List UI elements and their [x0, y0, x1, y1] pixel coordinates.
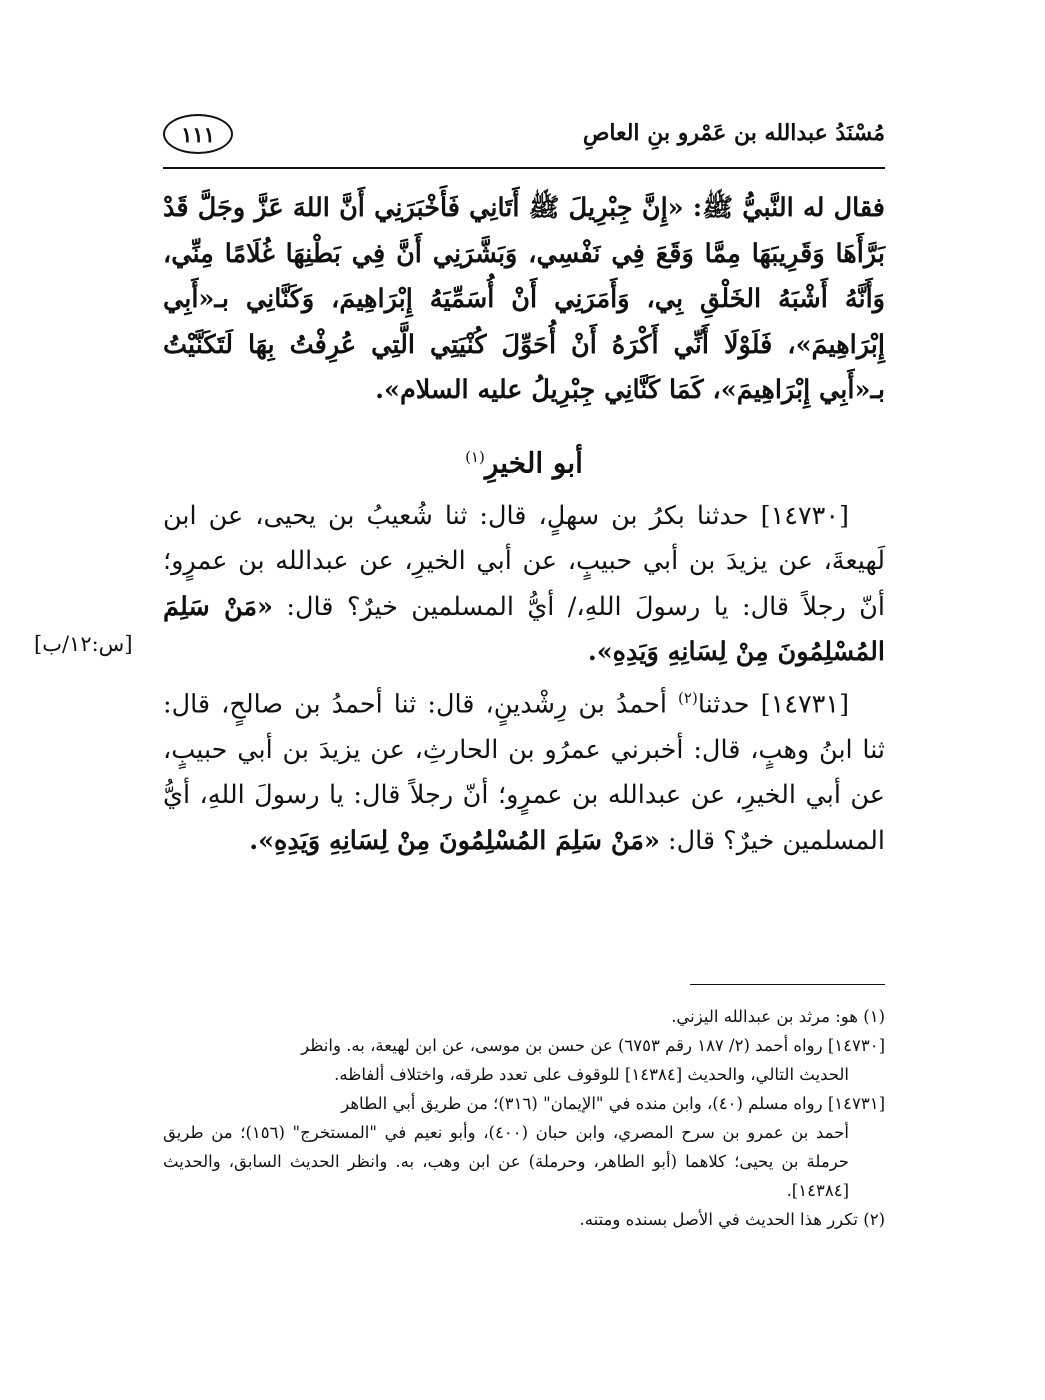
footnote-text: رواه مسلم (٤٠)، وابن منده في "الإيمان" (٣١٦)؛ من طريق أبي الطاهر	[341, 1094, 823, 1113]
footnote-label: [١٤٧٣١]	[827, 1094, 885, 1113]
hadith-14731	[163, 676, 885, 865]
footnote-item	[163, 1089, 885, 1205]
page-header	[163, 110, 885, 158]
footnote-label: [١٤٧٣٠]	[827, 1036, 885, 1055]
section-title-note-ref: (١)	[465, 447, 485, 466]
footnote-label: (٢)	[863, 1210, 885, 1229]
section-title	[163, 432, 885, 488]
footnote-continuation: أحمد بن عمرو بن سرح المصري، وابن حبان (٤٠٠)، وأبو نعيم في "المستخرج" (١٥٦)؛ من طريق حرملة بن يحيى؛ كلاهما (أبو الطاهر، وحرملة) عن ابن وهب، به. وانظر الحديث السابق، والحديث [١٤٣٨٤].	[163, 1123, 849, 1200]
hadith-number: [١٤٧٣٠]	[760, 500, 849, 531]
main-text	[163, 186, 885, 864]
hadith-quote: «مَنْ سَلِمَ المُسْلِمُونَ مِنْ لِسَانِهِ وَيَدِهِ».	[249, 825, 660, 856]
hadith-note-ref: (٢)	[678, 688, 698, 707]
footnotes	[163, 1002, 885, 1234]
hadith-text: أحمدُ بن رِشْدينٍ، قال: ثنا أحمدُ بن صالحٍ، قال: ثنا ابنُ وهبٍ، قال: أخبرني عمرُو بن الحارثِ، عن يزيدَ بن أبي حبيبٍ، عن أبي الخيرِ، عن عبدالله بن عمرٍو؛ أنّ رجلاً قال: يا رسولَ اللهِ، أيُّ المسلمين خيرٌ؟ قال:	[163, 689, 885, 856]
section-title-text: أبو الخيرِ	[484, 445, 583, 479]
footnote-continuation: الحديث التالي، والحديث [١٤٣٨٤] للوقوف على تعدد طرقه، واختلاف ألفاظه.	[334, 1065, 849, 1084]
hadith-number: [١٤٧٣١]	[760, 689, 850, 720]
footnote-label: (١)	[863, 1007, 885, 1026]
intro-paragraph: فقال له النَّبيُّ ﷺ: «إِنَّ جِبْرِيلَ ﷺ أَتَانِي فَأَخْبَرَنِي أَنَّ اللهَ عَزَّ وجَلَّ قَدْ بَرَّأَهَا وَقَرِيبَهَا مِمَّا وَقَعَ فِي نَفْسِي، وَبَشَّرَنِي أَنَّ فِي بَطْنِهَا غُلَامًا مِنِّي، وَأَنَّهُ أَشْبَهُ الخَلْقِ بِي، وَأَمَرَنِي أَنْ أُسَمِّيَهُ إِبْرَاهِيمَ، وَكَنَّانِي بـ«أَبِي إِبْرَاهِيمَ»، فَلَوْلَا أَنِّي أَكْرَهُ أَنْ أُحَوِّلَ كُنْيَتِي الَّتِي عُرِفْتُ بِهَا لَتَكَنَّيْتُ بـ«أَبِي إِبْرَاهِيمَ»، كَمَا كَنَّانِي جِبْرِيلُ عليه السلام».	[163, 193, 885, 405]
hadith-quote: «مَنْ سَلِمَ المُسْلِمُونَ مِنْ لِسَانِهِ وَيَدِهِ».	[163, 591, 885, 668]
footnote-item	[163, 1205, 885, 1234]
footnote-item	[163, 1031, 885, 1089]
manuscript-margin-note: [س:١٢/ب]	[34, 632, 133, 656]
running-title: مُسْنَدُ عبدالله بن عَمْرو بنِ العاصِ	[582, 120, 885, 146]
hadith-14730	[163, 494, 885, 676]
page-number: ١١١	[163, 114, 233, 154]
footnote-text: رواه أحمد (٢/ ١٨٧ رقم ٦٧٥٣) عن حسن بن موسى، عن ابن لهيعة، به. وانظر	[301, 1036, 823, 1055]
hadith-opening: حدثنا	[697, 689, 750, 720]
hadith-text: حدثنا بكرُ بن سهلٍ، قال: ثنا شُعيبُ بن يحيى، عن ابن لَهيعةَ، عن يزيدَ بن أبي حبيبٍ، عن أبي الخيرِ، عن عبدالله بن عمرٍو؛ أنّ رجلاً قال: يا رسولَ اللهِ،/ أيُّ المسلمين خيرٌ؟ قال:	[163, 500, 885, 622]
footnote-item	[163, 1002, 885, 1031]
header-divider	[163, 167, 885, 169]
footnote-text: تكرر هذا الحديث في الأصل بسنده ومتنه.	[579, 1210, 858, 1229]
footnote-text: هو: مرثد بن عبدالله اليزني.	[671, 1007, 858, 1026]
footnote-divider	[690, 984, 885, 985]
